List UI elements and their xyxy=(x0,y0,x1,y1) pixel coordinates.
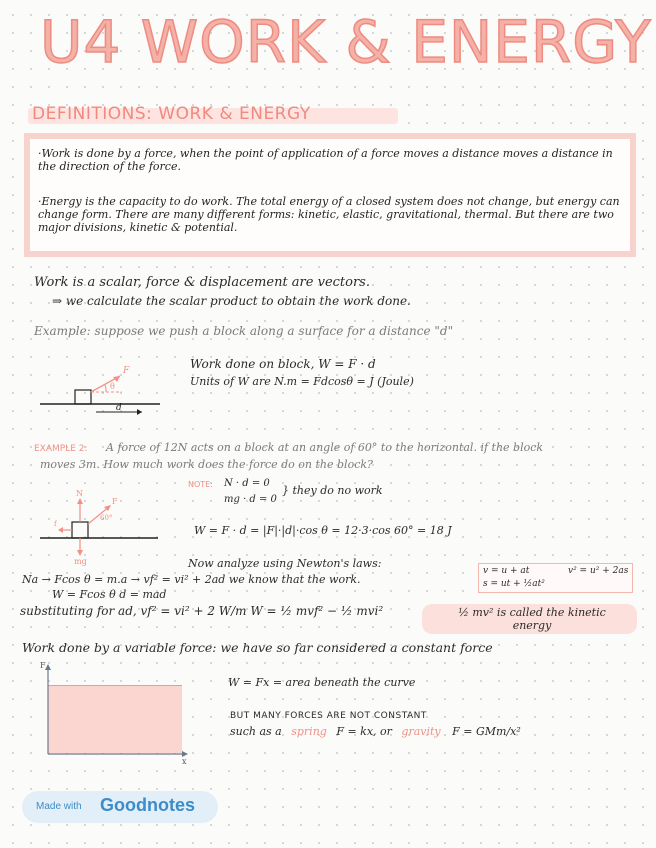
section-subtitle: DEFINITIONS: WORK & ENERGY xyxy=(32,104,311,124)
such-as-text: such as a xyxy=(230,725,282,738)
kinematics-eq1: v = u + at xyxy=(483,566,530,576)
block-diagram-2 xyxy=(38,488,178,564)
block-diagram-1 xyxy=(38,360,168,420)
kinetic-energy-text: ½ mv² is called the kinetic energy xyxy=(458,606,606,632)
graph-y-label: F xyxy=(40,661,46,670)
gravity-word: gravity xyxy=(401,725,441,738)
displacement-label: d xyxy=(116,403,122,413)
newton-line2: W = Fcos θ d = mad xyxy=(52,588,167,601)
example2-calculation: W = F · d = |F|·|d|·cos θ = 12·3·cos 60° = 18 J xyxy=(194,524,452,537)
note-label: NOTE: xyxy=(188,480,213,489)
definition-work: ·Work is done by a force, when the point of application of a force moves a distance moves a distance in the direction of the force. xyxy=(38,147,613,173)
force2-label: F xyxy=(112,497,118,506)
example2-text-line2: moves 3m. How much work does the force do on the block? xyxy=(40,458,373,471)
note-no-work: } they do no work xyxy=(282,484,383,497)
newton-heading: Now analyze using Newton's laws: xyxy=(188,557,382,570)
page-title: U4 WORK & ENERGY xyxy=(40,8,652,76)
force-graph xyxy=(36,660,196,768)
force-label: F xyxy=(123,366,130,376)
example1-text: Example: suppose we push a block along a surface for a distance "d" xyxy=(34,324,454,338)
substitution-line: substituting for ad, vf² = vi² + 2 W/m W = ½ mvf² − ½ mvi² xyxy=(20,604,384,618)
normal-label: N xyxy=(76,489,83,498)
definition-energy: ·Energy is the capacity to do work. The total energy of a closed system does not change, but energy can change form. There are many different forms: kinetic, elastic, gravitational, thermal. But there are two major divisions, kinetic & potential. xyxy=(38,195,620,234)
example1-formula-units: Units of W are N.m = Fdcosθ = J (Joule) xyxy=(190,375,414,388)
spring-word: spring xyxy=(291,725,327,738)
not-constant-note: BUT MANY FORCES ARE NOT CONSTANT xyxy=(230,711,427,721)
scalar-product-line: ⇒ we calculate the scalar product to obtain the work done. xyxy=(52,294,411,308)
badge-brand: Goodnotes xyxy=(100,795,195,815)
kinematics-eq3: v² = u² + 2as xyxy=(568,566,629,576)
variable-force-heading: Work done by a variable force: we have so far considered a constant force xyxy=(22,640,493,655)
spring-equation: F = kx, or xyxy=(336,725,392,738)
example1-formula-work: Work done on block, W = F · d xyxy=(190,357,376,371)
kinematics-eq2: s = ut + ½at² xyxy=(483,579,545,589)
theta-label: θ xyxy=(110,382,115,391)
friction-label: f xyxy=(54,520,57,528)
note-normal: N · d = 0 xyxy=(224,478,270,489)
scalar-line: Work is a scalar, force & displacement are vectors. xyxy=(34,275,370,290)
example2-text-line1: A force of 12N acts on a block at an angle of 60° to the horizontal. if the block xyxy=(106,441,544,454)
note-weight: mg · d = 0 xyxy=(224,494,277,505)
graph-x-label: x xyxy=(182,757,187,766)
weight-label: mg xyxy=(74,557,87,566)
gravity-equation: F = GMm/x² xyxy=(452,725,521,738)
badge-made-with: Made with xyxy=(36,801,82,812)
area-formula: W = Fx = area beneath the curve xyxy=(228,676,416,689)
definitions-box xyxy=(24,133,636,257)
angle-label: 60° xyxy=(100,514,113,522)
example2-label: EXAMPLE 2: xyxy=(34,444,88,454)
newton-line1: Na → Fcos θ = m.a → vf² = vi² + 2ad we know that the work. xyxy=(22,573,361,586)
